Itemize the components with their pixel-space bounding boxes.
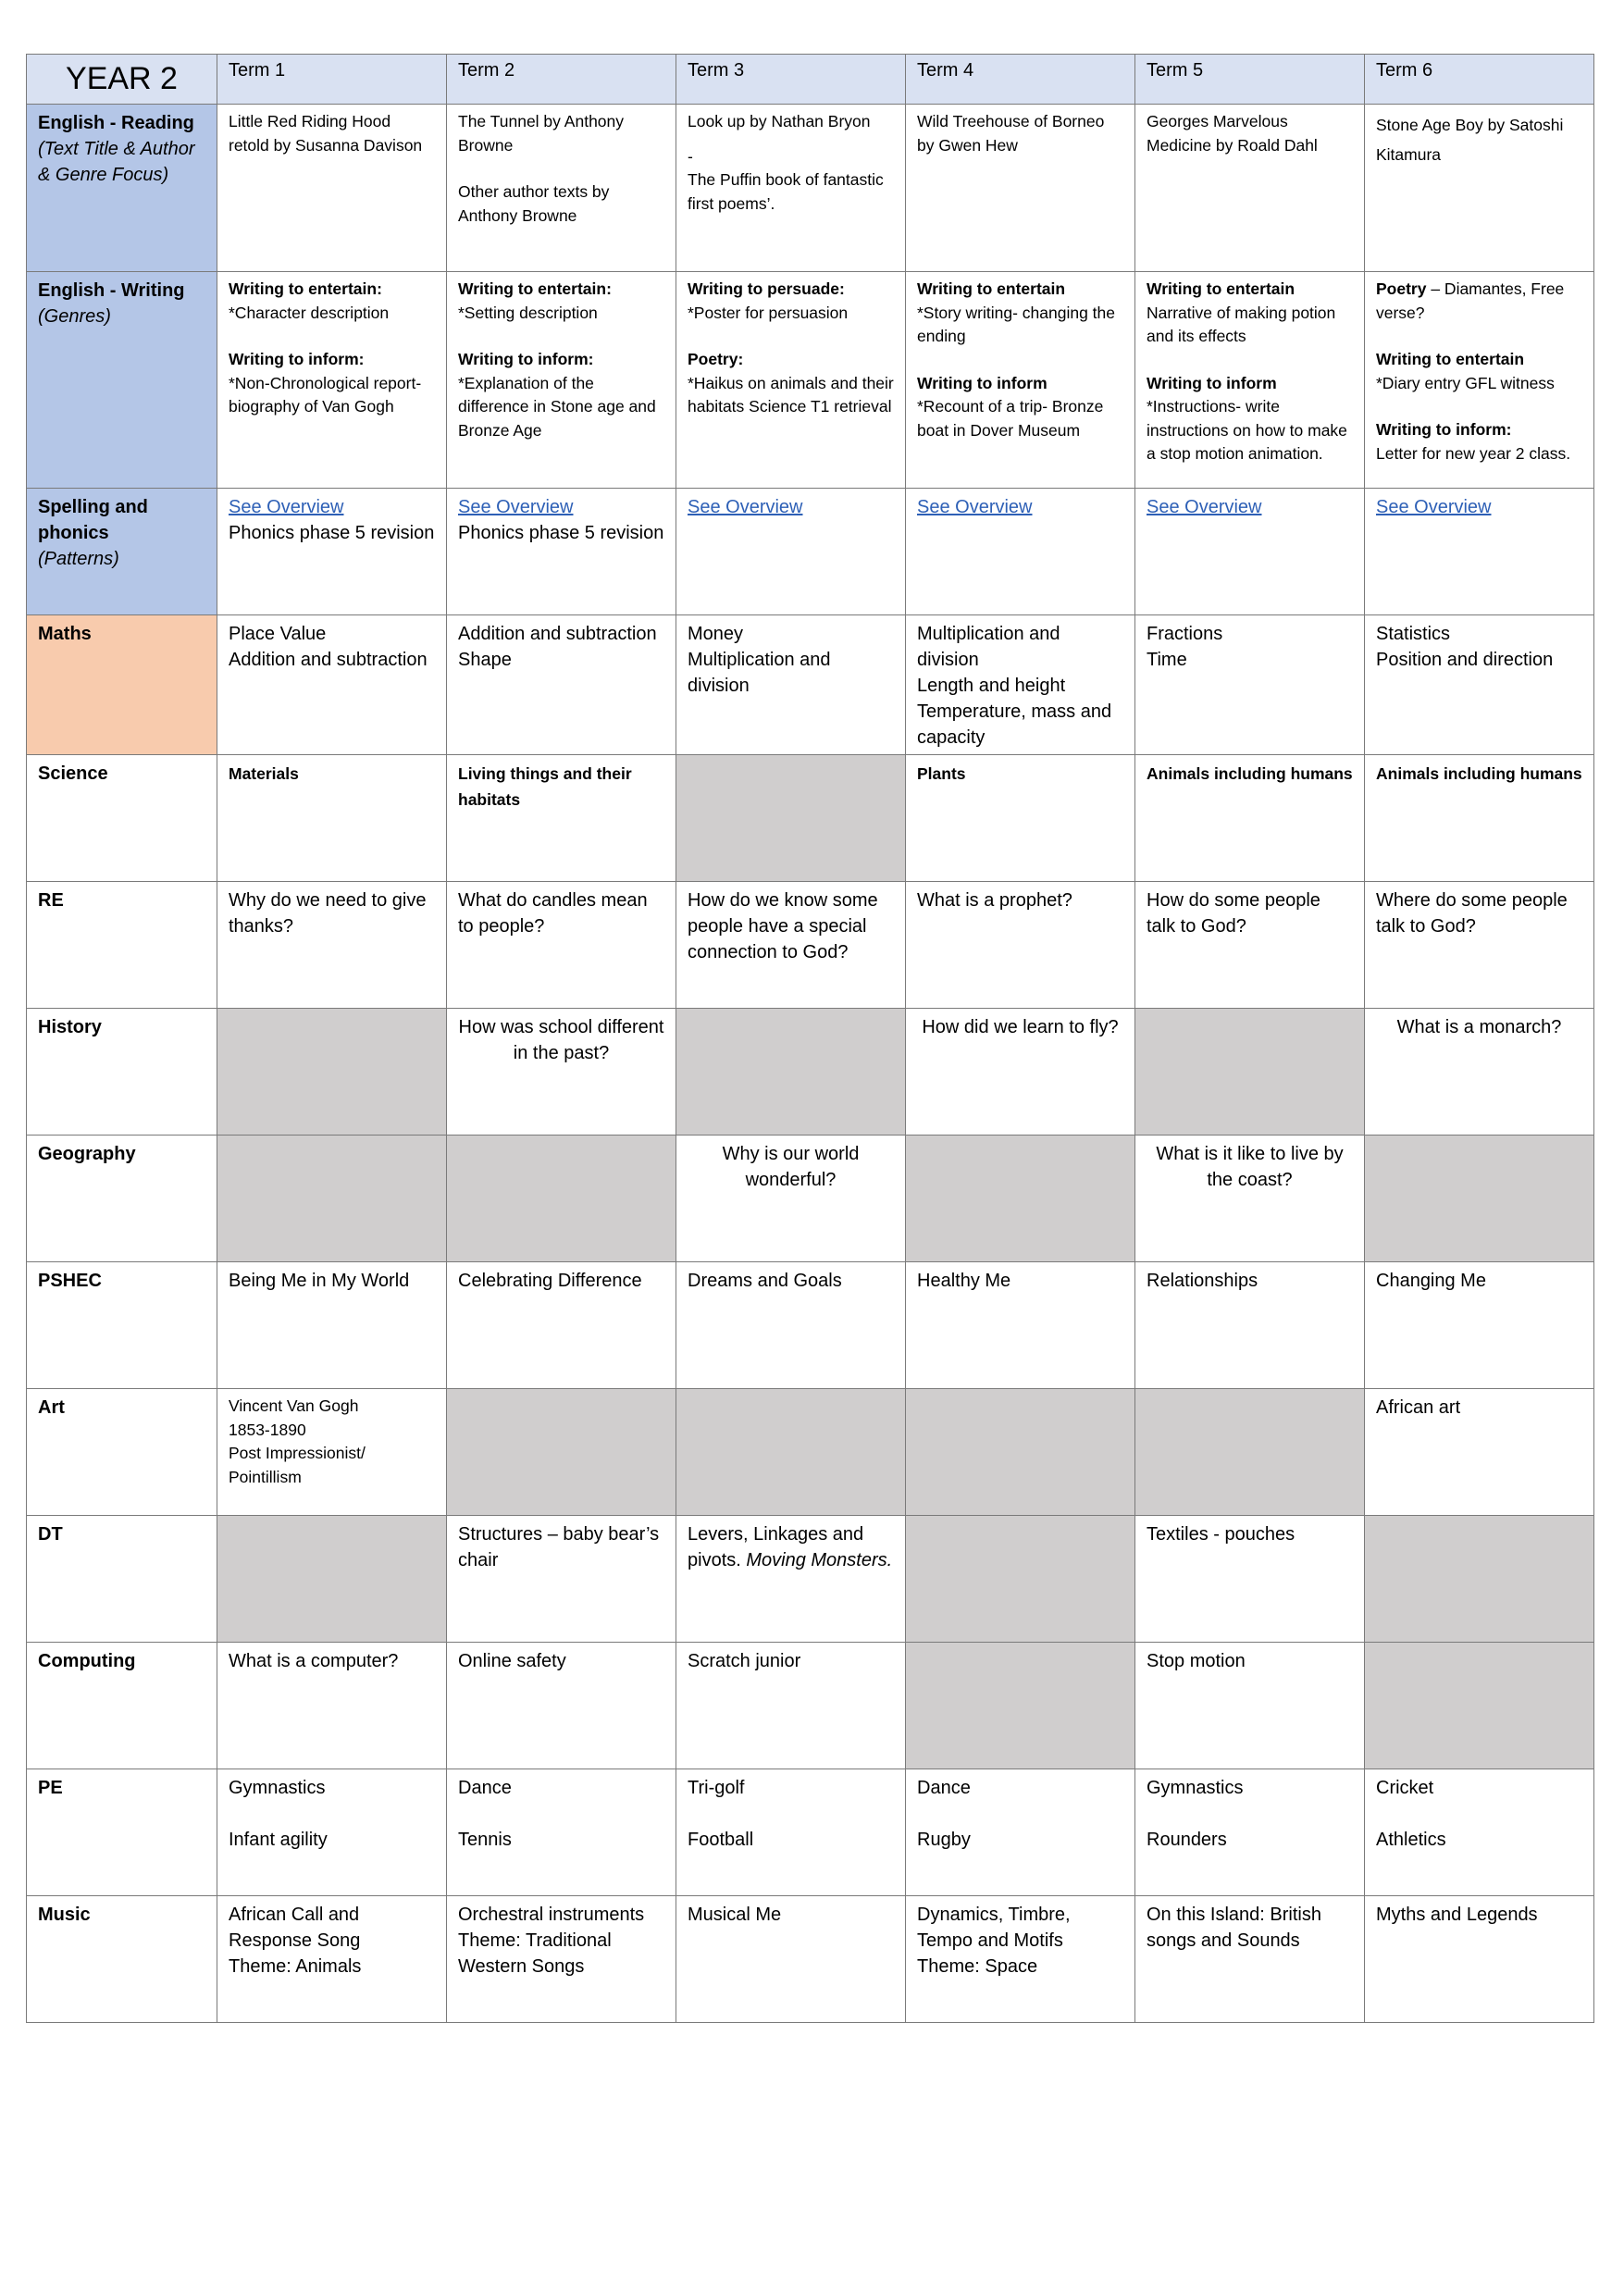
spelling-term-2-overview-link[interactable]: See Overview (458, 497, 574, 517)
pshec-term-5: Relationships (1135, 1262, 1365, 1389)
reading-term-3 (676, 105, 906, 272)
writing-term-5 (1135, 272, 1365, 489)
dt-term-4-empty (906, 1516, 1135, 1643)
pe-term-4 (906, 1769, 1135, 1896)
pe-term-2-activity: Dance (458, 1778, 512, 1798)
writing-term-3-heading-2: Poetry: (688, 350, 744, 368)
spelling-subtitle: (Patterns) (38, 549, 119, 569)
re-term-6: Where do some people talk to God? (1365, 882, 1594, 1009)
term-5-header: Term 5 (1135, 55, 1365, 105)
reading-label (27, 105, 217, 272)
dt-term-1-empty (217, 1516, 447, 1643)
maths-term-5-topic: Fractions (1147, 624, 1223, 644)
pshec-term-2: Celebrating Difference (447, 1262, 676, 1389)
writing-term-1 (217, 272, 447, 489)
computing-term-4-empty (906, 1643, 1135, 1769)
science-term-2 (447, 755, 676, 882)
music-term-1-line: Theme: Animals (229, 1956, 362, 1977)
geography-term-2-empty (447, 1136, 676, 1262)
dt-term-2: Structures – baby bear’s chair (447, 1516, 676, 1643)
music-term-2 (447, 1896, 676, 2023)
pe-term-5 (1135, 1769, 1365, 1896)
art-term-4-empty (906, 1389, 1135, 1516)
spelling-term-4-overview-link[interactable]: See Overview (917, 497, 1033, 517)
pe-term-4-activity: Dance (917, 1778, 971, 1798)
reading-subtitle: (Text Title & Author & Genre Focus) (38, 139, 195, 185)
writing-term-2-item-1: *Setting description (458, 303, 598, 322)
dt-term-3 (676, 1516, 906, 1643)
dt-term-5: Textiles - pouches (1135, 1516, 1365, 1643)
history-term-6: What is a monarch? (1365, 1009, 1594, 1136)
writing-term-6-heading-1: Poetry (1376, 279, 1427, 298)
reading-term-4: Wild Treehouse of Borneo by Gwen Hew (906, 105, 1135, 272)
geography-term-3: Why is our world wonderful? (676, 1136, 906, 1262)
writing-term-6-item-1: – Diamantes, Free verse? (1376, 279, 1565, 322)
maths-label: Maths (27, 615, 217, 755)
pshec-row (27, 1262, 1594, 1389)
writing-term-5-heading-1: Writing to entertain (1147, 279, 1295, 298)
writing-label (27, 272, 217, 489)
writing-term-6-item-2: *Diary entry GFL witness (1376, 373, 1555, 392)
art-term-1-line: 1853-1890 (229, 1420, 306, 1439)
music-term-4-line: Dynamics, Timbre, Tempo and Motifs (917, 1905, 1071, 1951)
geography-row (27, 1136, 1594, 1262)
maths-term-3-topic: Multiplication and division (688, 650, 831, 696)
science-term-6 (1365, 755, 1594, 882)
computing-term-2: Online safety (447, 1643, 676, 1769)
spelling-row (27, 489, 1594, 615)
music-term-3: Musical Me (676, 1896, 906, 2023)
pe-row (27, 1769, 1594, 1896)
science-term-4 (906, 755, 1135, 882)
writing-term-6-heading-2: Writing to entertain (1376, 350, 1525, 368)
spelling-term-6-overview-link[interactable]: See Overview (1376, 497, 1492, 517)
music-term-4 (906, 1896, 1135, 2023)
term-4-header: Term 4 (906, 55, 1135, 105)
science-term-6-topic: Animals including humans (1376, 764, 1582, 783)
maths-row (27, 615, 1594, 755)
reading-term-3-text: Look up by Nathan Bryon (688, 112, 871, 130)
maths-term-6 (1365, 615, 1594, 755)
re-label: RE (27, 882, 217, 1009)
computing-row (27, 1643, 1594, 1769)
maths-term-5-topic: Time (1147, 650, 1187, 670)
art-term-1-line: Vincent Van Gogh (229, 1396, 359, 1415)
music-term-6: Myths and Legends (1365, 1896, 1594, 2023)
maths-term-1 (217, 615, 447, 755)
re-term-3: How do we know some people have a special connection to God? (676, 882, 906, 1009)
music-term-5: On this Island: British songs and Sounds (1135, 1896, 1365, 2023)
writing-term-1-heading-1: Writing to entertain: (229, 279, 382, 298)
computing-term-6-empty (1365, 1643, 1594, 1769)
pshec-term-4: Healthy Me (906, 1262, 1135, 1389)
science-term-5 (1135, 755, 1365, 882)
re-term-5: How do some people talk to God? (1135, 882, 1365, 1009)
spelling-title: Spelling and phonics (38, 497, 148, 543)
spelling-term-1-note: Phonics phase 5 revision (229, 523, 435, 543)
history-row (27, 1009, 1594, 1136)
pshec-term-1: Being Me in My World (217, 1262, 447, 1389)
writing-title: English - Writing (38, 280, 185, 301)
pe-term-4-activity: Rugby (917, 1830, 971, 1850)
science-row (27, 755, 1594, 882)
geography-term-5: What is it like to live by the coast? (1135, 1136, 1365, 1262)
writing-term-2-heading-1: Writing to entertain: (458, 279, 612, 298)
music-label: Music (27, 1896, 217, 2023)
maths-term-6-topic: Position and direction (1376, 650, 1554, 670)
music-row (27, 1896, 1594, 2023)
pe-term-2-activity: Tennis (458, 1830, 512, 1850)
year-title: YEAR 2 (27, 55, 217, 105)
pe-term-3-activity: Football (688, 1830, 754, 1850)
dt-label: DT (27, 1516, 217, 1643)
writing-term-1-heading-2: Writing to inform: (229, 350, 365, 368)
writing-term-6-heading-3: Writing to inform: (1376, 420, 1512, 439)
spelling-term-6 (1365, 489, 1594, 615)
spelling-term-3-overview-link[interactable]: See Overview (688, 497, 803, 517)
computing-term-1: What is a computer? (217, 1643, 447, 1769)
science-label: Science (27, 755, 217, 882)
geography-term-6-empty (1365, 1136, 1594, 1262)
art-term-3-empty (676, 1389, 906, 1516)
pe-term-6 (1365, 1769, 1594, 1896)
header-row (27, 55, 1594, 105)
pe-term-5-activity: Gymnastics (1147, 1778, 1244, 1798)
re-term-4: What is a prophet? (906, 882, 1135, 1009)
writing-term-1-item-1: *Character description (229, 303, 390, 322)
science-term-1-topic: Materials (229, 764, 299, 783)
re-term-1: Why do we need to give thanks? (217, 882, 447, 1009)
writing-term-3 (676, 272, 906, 489)
pe-term-3 (676, 1769, 906, 1896)
music-term-1-line: African Call and Response Song (229, 1905, 361, 1951)
maths-term-2-topic: Shape (458, 650, 512, 670)
art-row (27, 1389, 1594, 1516)
writing-term-5-heading-2: Writing to inform (1147, 373, 1277, 392)
geography-term-1-empty (217, 1136, 447, 1262)
science-term-2-topic: Living things and their habitats (458, 764, 632, 809)
pe-term-1-activity: Gymnastics (229, 1778, 326, 1798)
maths-term-5 (1135, 615, 1365, 755)
maths-term-2 (447, 615, 676, 755)
spelling-term-5-overview-link[interactable]: See Overview (1147, 497, 1262, 517)
pe-term-1 (217, 1769, 447, 1896)
pe-term-6-activity: Cricket (1376, 1778, 1434, 1798)
spelling-term-5 (1135, 489, 1365, 615)
science-term-1 (217, 755, 447, 882)
writing-term-2-heading-2: Writing to inform: (458, 350, 594, 368)
spelling-term-1-overview-link[interactable]: See Overview (229, 497, 344, 517)
history-term-4: How did we learn to fly? (906, 1009, 1135, 1136)
writing-term-3-heading-1: Writing to persuade: (688, 279, 845, 298)
spelling-term-4 (906, 489, 1135, 615)
writing-term-4-item-2: *Recount of a trip- Bronze boat in Dover Museum (917, 397, 1104, 440)
writing-term-2 (447, 272, 676, 489)
writing-term-6-item-3: Letter for new year 2 class. (1376, 443, 1571, 463)
science-term-4-topic: Plants (917, 764, 966, 783)
music-term-1 (217, 1896, 447, 2023)
maths-term-6-topic: Statistics (1376, 624, 1451, 644)
dt-term-3-text: Levers, Linkages and pivots. (688, 1524, 864, 1570)
spelling-label (27, 489, 217, 615)
writing-row (27, 272, 1594, 489)
computing-term-5: Stop motion (1135, 1643, 1365, 1769)
maths-term-3-topic: Money (688, 624, 744, 644)
maths-term-4-topic: Multiplication and division (917, 624, 1060, 670)
computing-label: Computing (27, 1643, 217, 1769)
writing-term-5-item-1: Narrative of making potion and its effects (1147, 303, 1336, 345)
reading-term-6: Stone Age Boy by Satoshi Kitamura (1365, 105, 1594, 272)
pe-term-6-activity: Athletics (1376, 1830, 1446, 1850)
writing-term-3-item-1: *Poster for persuasion (688, 303, 849, 322)
writing-subtitle: (Genres) (38, 306, 111, 327)
pe-term-1-activity: Infant agility (229, 1830, 328, 1850)
pe-term-2 (447, 1769, 676, 1896)
term-1-header: Term 1 (217, 55, 447, 105)
maths-term-1-topic: Place Value (229, 624, 327, 644)
maths-term-3 (676, 615, 906, 755)
pe-label: PE (27, 1769, 217, 1896)
writing-term-4-item-1: *Story writing- changing the ending (917, 303, 1115, 345)
writing-term-5-item-2: *Instructions- write instructions on how to make a stop motion animation. (1147, 397, 1347, 463)
maths-term-4-topic: Temperature, mass and capacity (917, 701, 1112, 748)
music-term-2-line: Theme: Traditional Western Songs (458, 1930, 612, 1977)
reading-term-3-poems: The Puffin book of fantastic first poems’. (688, 170, 884, 213)
pe-term-3-activity: Tri-golf (688, 1778, 745, 1798)
curriculum-table (26, 54, 1594, 2023)
writing-term-4-heading-2: Writing to inform (917, 373, 1048, 392)
spelling-term-3 (676, 489, 906, 615)
dt-row (27, 1516, 1594, 1643)
art-term-6: African art (1365, 1389, 1594, 1516)
art-label: Art (27, 1389, 217, 1516)
music-term-2-line: Orchestral instruments (458, 1905, 645, 1925)
maths-term-1-topic: Addition and subtraction (229, 650, 428, 670)
history-label: History (27, 1009, 217, 1136)
reading-term-2 (447, 105, 676, 272)
writing-term-2-item-2: *Explanation of the difference in Stone age and Bronze Age (458, 373, 656, 440)
term-3-header: Term 3 (676, 55, 906, 105)
term-6-header: Term 6 (1365, 55, 1594, 105)
science-term-5-topic: Animals including humans (1147, 764, 1353, 783)
pshec-term-6: Changing Me (1365, 1262, 1594, 1389)
reading-title: English - Reading (38, 113, 194, 133)
spelling-term-2 (447, 489, 676, 615)
dt-term-6-empty (1365, 1516, 1594, 1643)
re-term-2: What do candles mean to people? (447, 882, 676, 1009)
writing-term-4 (906, 272, 1135, 489)
history-term-1-empty (217, 1009, 447, 1136)
art-term-2-empty (447, 1389, 676, 1516)
art-term-5-empty (1135, 1389, 1365, 1516)
reading-term-5: Georges Marvelous Medicine by Roald Dahl (1135, 105, 1365, 272)
science-term-3-empty (676, 755, 906, 882)
reading-term-2-text: The Tunnel by Anthony Browne (458, 112, 625, 155)
maths-term-4-topic: Length and height (917, 676, 1066, 696)
computing-term-3: Scratch junior (676, 1643, 906, 1769)
reading-term-2-other: Other author texts by Anthony Browne (458, 182, 610, 225)
maths-term-2-topic: Addition and subtraction (458, 624, 657, 644)
history-term-2: How was school different in the past? (447, 1009, 676, 1136)
writing-term-6 (1365, 272, 1594, 489)
pshec-term-3: Dreams and Goals (676, 1262, 906, 1389)
term-2-header: Term 2 (447, 55, 676, 105)
pe-term-5-activity: Rounders (1147, 1830, 1227, 1850)
history-term-3-empty (676, 1009, 906, 1136)
history-term-5-empty (1135, 1009, 1365, 1136)
art-term-1-line: Post Impressionist/ Pointillism (229, 1444, 366, 1486)
spelling-term-1 (217, 489, 447, 615)
reading-term-3-dash: - (688, 146, 693, 166)
writing-term-4-heading-1: Writing to entertain (917, 279, 1066, 298)
writing-term-3-item-2: *Haikus on animals and their habitats Science T1 retrieval (688, 373, 894, 416)
spelling-term-2-note: Phonics phase 5 revision (458, 523, 664, 543)
geography-label: Geography (27, 1136, 217, 1262)
pshec-label: PSHEC (27, 1262, 217, 1389)
dt-term-3-italic: Moving Monsters. (746, 1550, 893, 1570)
writing-term-1-item-2: *Non-Chronological report- biography of Van Gogh (229, 373, 422, 416)
reading-row (27, 105, 1594, 272)
maths-term-4 (906, 615, 1135, 755)
geography-term-4-empty (906, 1136, 1135, 1262)
reading-term-1: Little Red Riding Hood retold by Susanna Davison (217, 105, 447, 272)
art-term-1 (217, 1389, 447, 1516)
re-row (27, 882, 1594, 1009)
music-term-4-line: Theme: Space (917, 1956, 1038, 1977)
